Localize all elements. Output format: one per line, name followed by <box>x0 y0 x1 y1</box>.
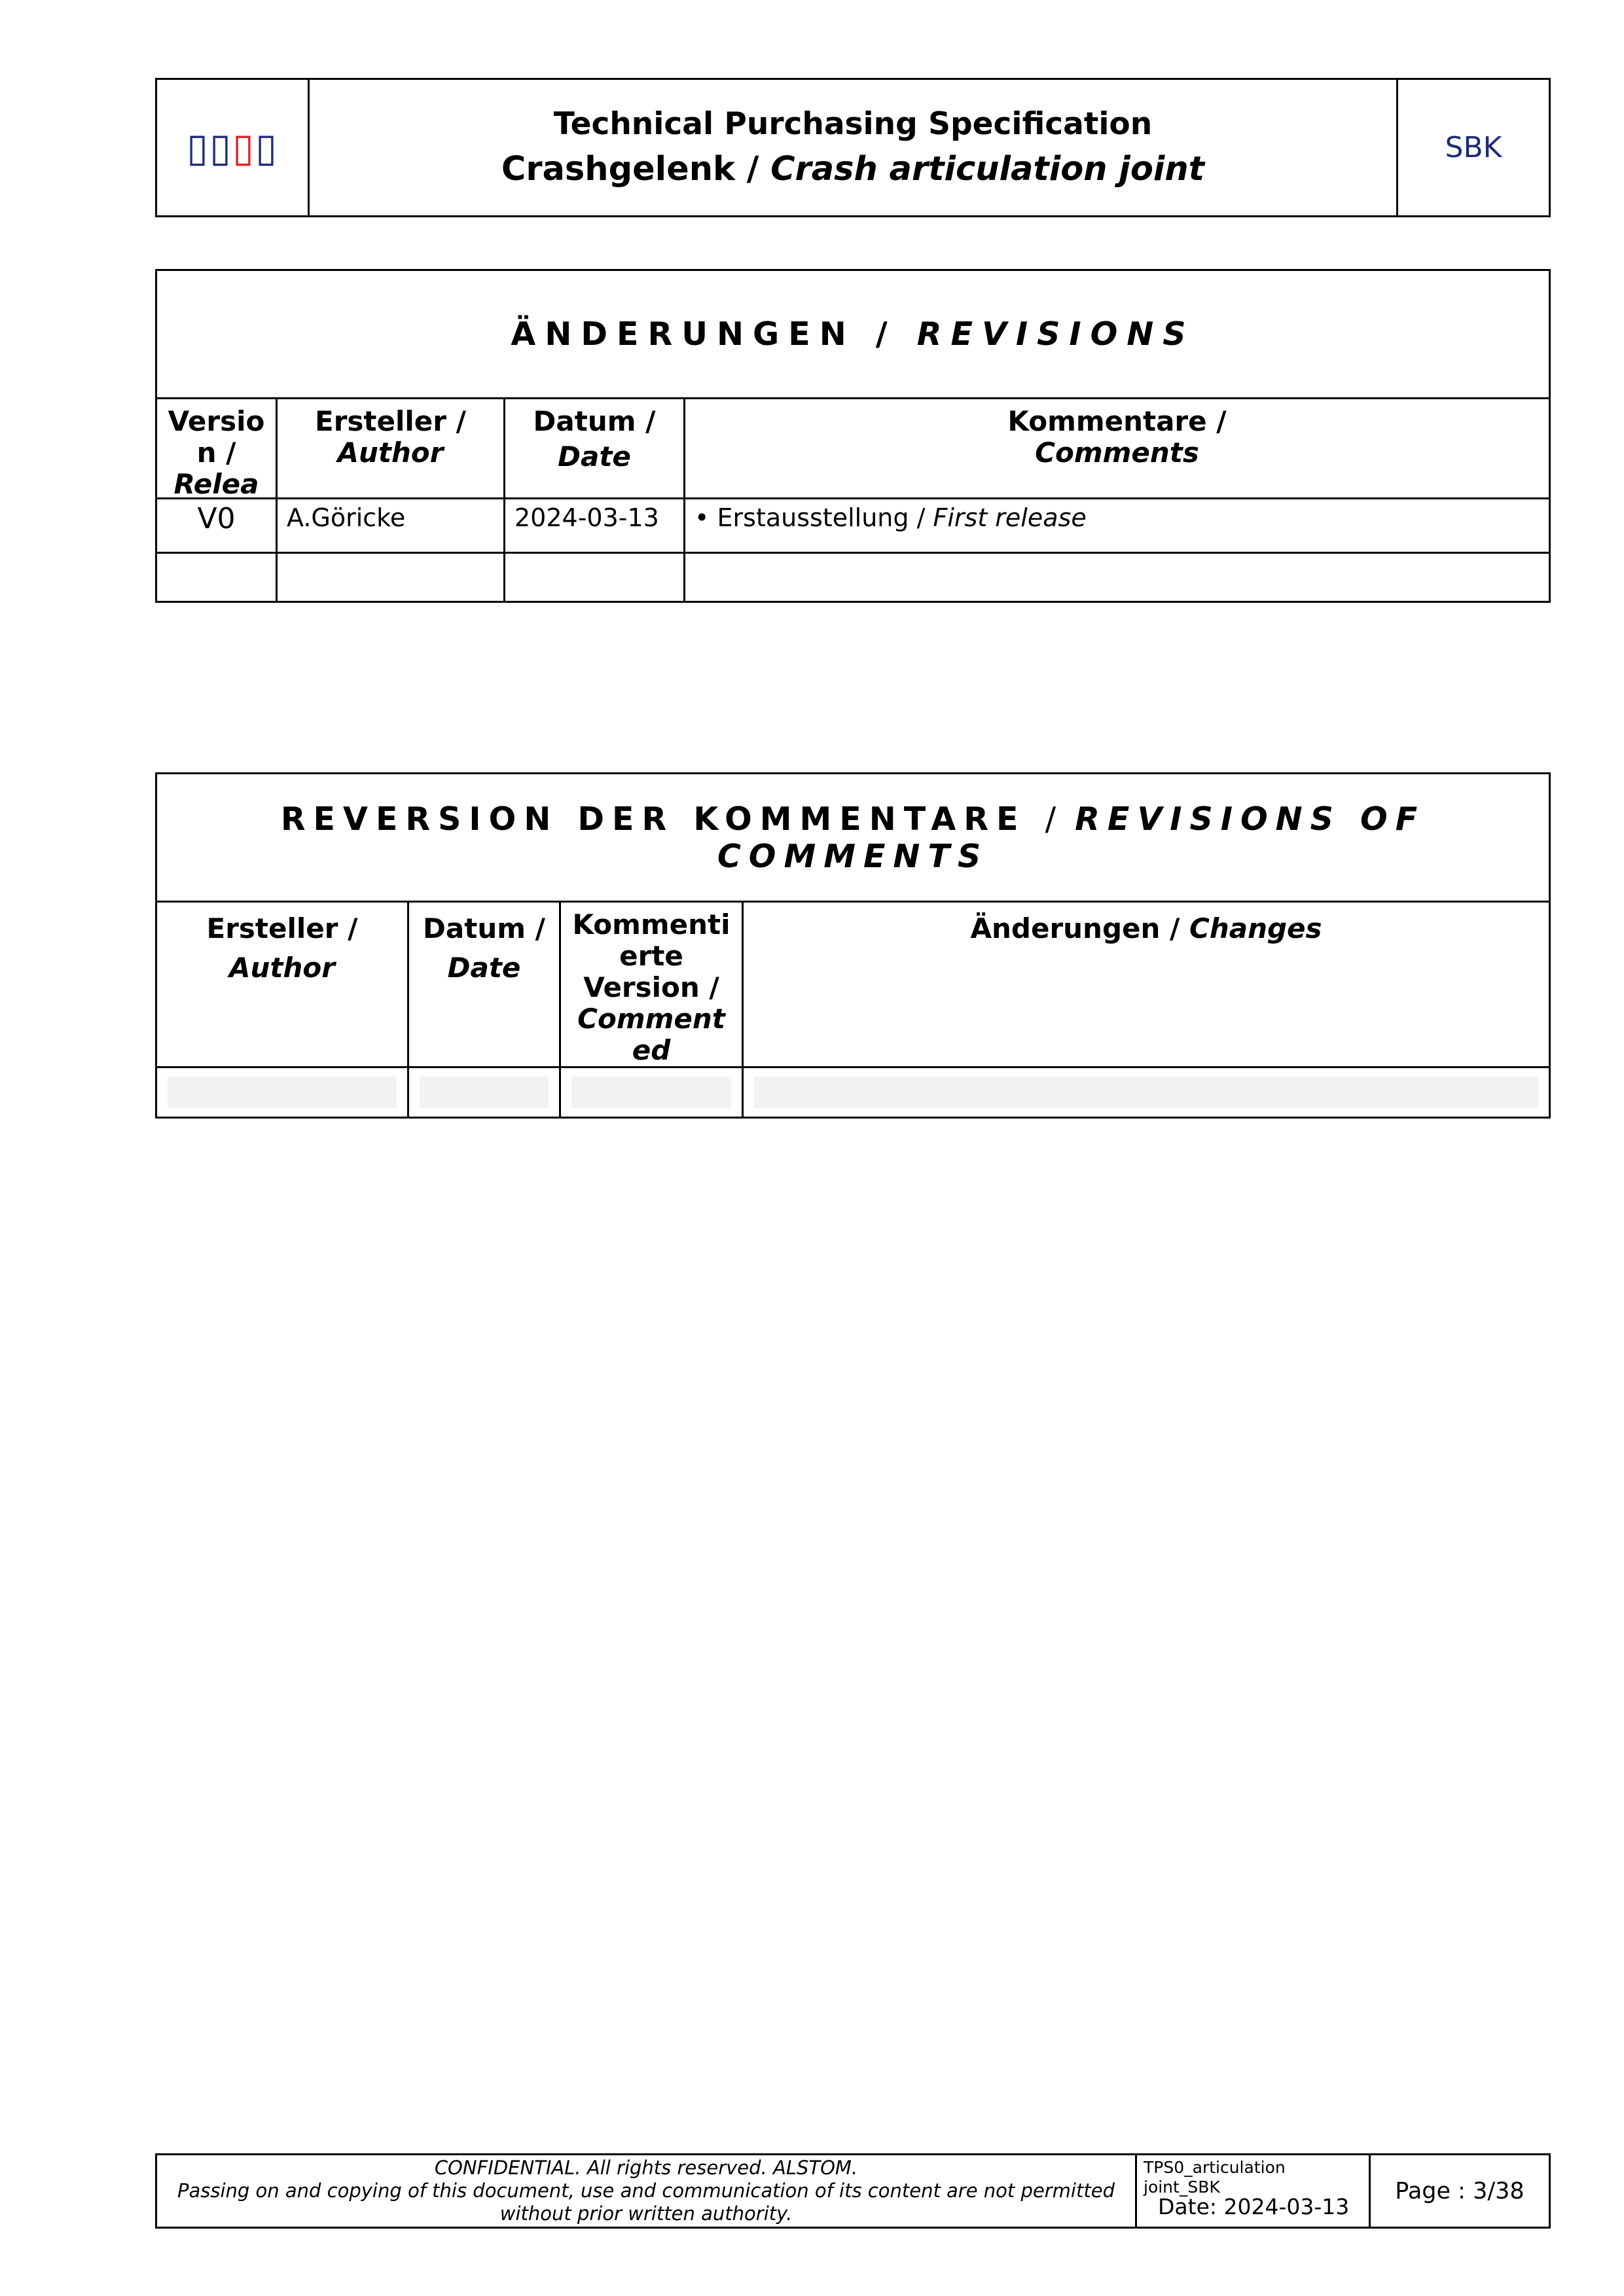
column-header-english: Author <box>229 952 335 984</box>
column-header-date <box>408 902 560 1067</box>
empty-cell <box>156 553 277 602</box>
empty-cell <box>685 553 1550 602</box>
column-header-author <box>277 399 505 499</box>
title-german: Crashgelenk / <box>501 149 759 188</box>
confidential-line: CONFIDENTIAL. All rights reserved. ALSTOM. <box>434 2157 858 2179</box>
column-header-german: Versio n / <box>168 406 265 469</box>
comment-german: Erstausstellung / <box>717 503 926 532</box>
commented-version-input[interactable] <box>571 1077 731 1108</box>
confidential-line: without prior written authority. <box>499 2202 793 2225</box>
table-row <box>156 1067 1550 1118</box>
column-header-german: Ersteller / <box>206 912 358 944</box>
revision-comment <box>685 499 1550 553</box>
comment-banner-english: REVISIONS OF COMMENTS <box>717 800 1426 875</box>
company-logo <box>187 125 278 171</box>
form-field-cell <box>156 1067 408 1118</box>
column-header-german: Ersteller / <box>315 405 466 437</box>
column-header-german: Datum / <box>533 405 656 437</box>
document-type: Technical Purchasing Specification <box>553 105 1153 142</box>
column-header-german: Kommenti erte Version / <box>572 908 731 1003</box>
project-code: SBK <box>1398 79 1550 217</box>
author-input[interactable] <box>168 1077 397 1108</box>
bullet-icon: • <box>695 503 710 532</box>
column-header-commented-version <box>560 902 743 1067</box>
column-header-german: Kommentare / <box>1007 405 1227 437</box>
revision-author: A.Göricke <box>277 499 505 553</box>
document-header <box>155 78 1551 217</box>
column-header-english: Comments <box>1035 437 1199 469</box>
column-header-author <box>156 902 408 1067</box>
empty-cell <box>277 553 505 602</box>
form-field-cell <box>560 1067 743 1118</box>
logo-cell <box>156 79 309 217</box>
column-header-german: Datum / <box>423 912 545 944</box>
page-value: 3/38 <box>1473 2178 1525 2204</box>
page-label: Page : <box>1395 2178 1466 2204</box>
logo-glyph: ▯ <box>209 124 232 171</box>
document-title <box>310 146 1396 193</box>
column-header-date <box>505 399 685 499</box>
revisions-table <box>155 269 1551 603</box>
column-header-english: Date <box>447 952 521 984</box>
comment-revisions-banner <box>156 774 1550 902</box>
table-row <box>156 499 1550 553</box>
column-header-english: Date <box>558 440 631 473</box>
empty-cell <box>505 553 685 602</box>
comment-banner-separator: / <box>1045 800 1056 838</box>
revisions-banner <box>156 270 1550 399</box>
column-header-english: Comment ed <box>577 1003 725 1066</box>
revision-version: V0 <box>156 499 277 553</box>
document-footer <box>155 2153 1551 2229</box>
changes-input[interactable] <box>754 1077 1538 1108</box>
table-row <box>156 553 1550 602</box>
column-header-english: Changes <box>1189 912 1322 944</box>
form-field-cell <box>408 1067 560 1118</box>
form-field-cell <box>743 1067 1550 1118</box>
date-input[interactable] <box>420 1077 549 1108</box>
logo-glyph: ▯ <box>232 124 256 171</box>
revision-date: 2024-03-13 <box>505 499 685 553</box>
confidentiality-notice <box>156 2155 1136 2228</box>
column-header-comments <box>685 399 1550 499</box>
confidential-line: Passing on and copying of this document, use and communication of its content are not permitted <box>177 2179 1115 2202</box>
document-reference-cell <box>1136 2155 1370 2228</box>
comment-banner-german: REVERSION DER KOMMENTARE <box>280 800 1026 838</box>
column-header-german: Änderungen / <box>970 912 1180 944</box>
title-cell <box>309 79 1398 217</box>
page-number <box>1370 2155 1550 2228</box>
document-date: Date: 2024-03-13 <box>1158 2194 1350 2219</box>
comment-revisions-table <box>155 772 1551 1119</box>
column-header-changes <box>743 902 1550 1067</box>
document-reference: TPS0_articulation joint_SBK <box>1144 2158 1286 2197</box>
revisions-banner-german: ÄNDERUNGEN / <box>511 315 897 353</box>
comment-english: First release <box>933 503 1087 532</box>
revisions-banner-english: REVISIONS <box>916 315 1195 353</box>
title-english: Crash articulation joint <box>770 149 1205 188</box>
column-header-version <box>156 399 277 499</box>
logo-glyph: ▯ <box>255 124 279 171</box>
column-header-english: Relea <box>173 468 259 497</box>
logo-glyph: ▯ <box>186 124 209 171</box>
column-header-english: Author <box>337 437 444 469</box>
